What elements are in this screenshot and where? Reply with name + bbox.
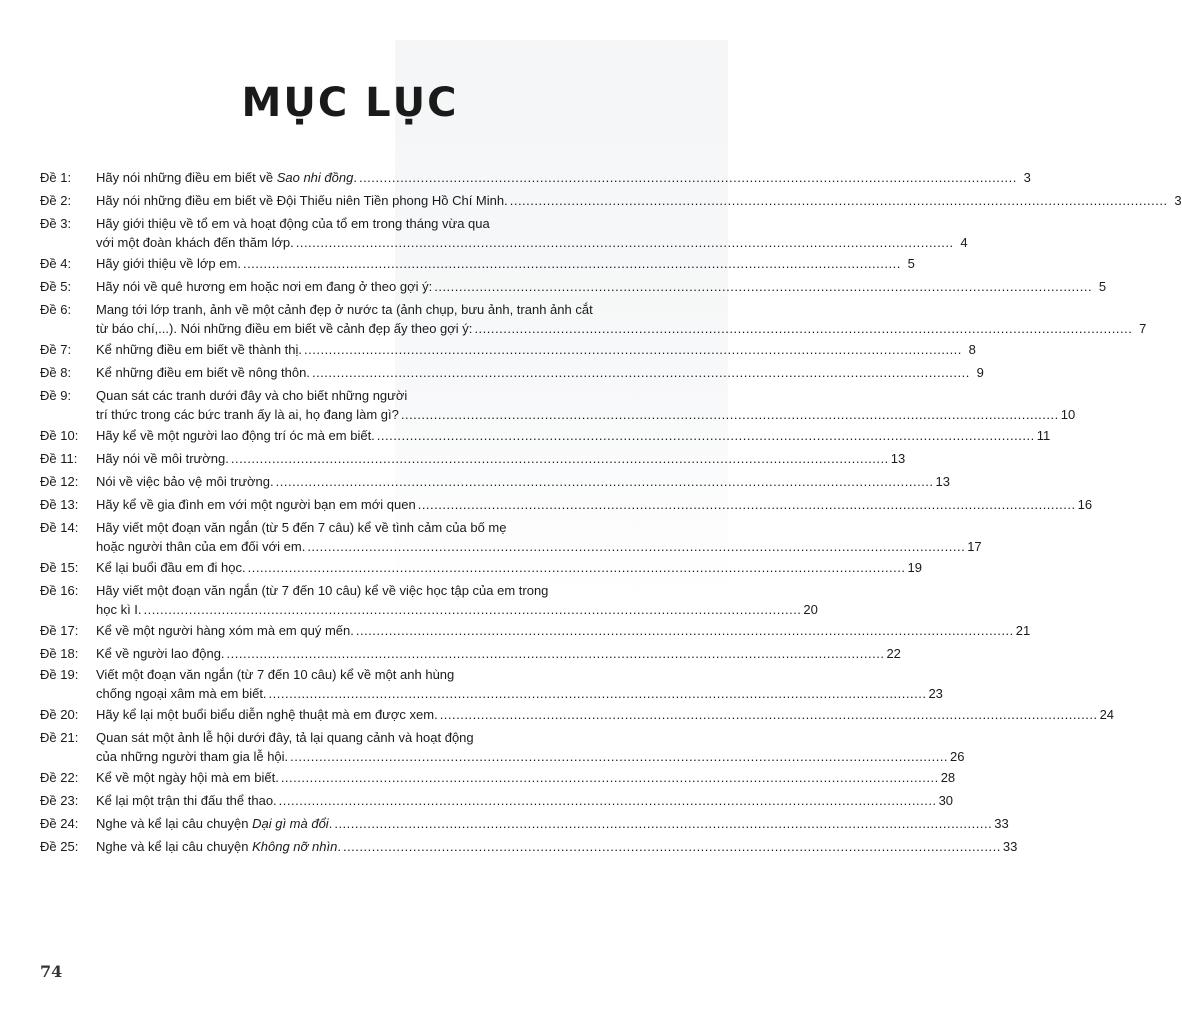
entry-title: Kể về người lao động.: [96, 646, 225, 661]
entry-number: Đề 14:: [40, 520, 79, 535]
dot-leader: [334, 814, 992, 833]
entry-text-line: Viết một đoạn văn ngắn (từ 7 đến 10 câu) kể về một anh hùng: [96, 667, 455, 682]
entry-number: Đề 17:: [40, 623, 79, 638]
entry-number: Đề 24:: [40, 816, 79, 831]
dot-leader: [227, 644, 885, 663]
page-ref: 7: [1139, 321, 1147, 336]
entry-number: Đề 15:: [40, 560, 79, 575]
toc-entry: [40, 168, 1031, 187]
entry-title: với một đoàn khách đến thăm lớp.: [96, 235, 294, 250]
entry-title: Kể lại một trận thi đấu thể thao.: [96, 793, 277, 808]
entry-number: Đề 9:: [40, 388, 72, 403]
toc-entry: [40, 705, 1115, 724]
toc-entry: [40, 728, 965, 766]
dot-leader: [312, 363, 970, 382]
dot-leader: [434, 277, 1092, 296]
toc-entry: [40, 518, 982, 556]
entry-number: Đề 7:: [40, 342, 72, 357]
toc-entry: [40, 665, 943, 703]
entry-number: Đề 25:: [40, 839, 79, 854]
page-ref: 9: [976, 365, 984, 380]
table-of-contents: [40, 168, 1182, 856]
entry-text-line: Hãy viết một đoạn văn ngắn (từ 7 đến 10 câu) kể về việc học tập của em trong: [96, 583, 549, 598]
page-ref: 30: [938, 793, 954, 808]
entry-title: Kể những điều em biết về thành thị.: [96, 342, 303, 357]
toc-entry: [40, 814, 1009, 833]
entry-text-line: Hãy viết một đoạn văn ngắn (từ 5 đến 7 câu) kể về tình cảm của bố mẹ: [96, 520, 507, 535]
page-ref: 20: [803, 602, 818, 617]
page-title: MỤC LỤC: [241, 80, 459, 126]
story-title: Sao nhi đồng: [276, 170, 354, 185]
page-ref: 28: [940, 770, 956, 785]
entry-number: Đề 21:: [40, 730, 79, 745]
toc-entry: [40, 386, 1076, 424]
entry-title: trí thức trong các bức tranh ấy là ai, họ đang làm gì?: [96, 407, 399, 422]
entry-title: Hãy kể về một người lao động trí óc mà em biết.: [96, 428, 375, 443]
page-ref: 33: [994, 816, 1009, 831]
page-number: 74: [40, 962, 63, 981]
toc-entry: [40, 791, 954, 810]
entry-number: Đề 12:: [40, 474, 79, 489]
entry-title: Hãy nói những điều em biết về Đội Thiếu niên Tiền phong Hồ Chí Minh.: [96, 193, 508, 208]
toc-entry: [40, 426, 1051, 445]
entry-title: Kể những điều em biết về nông thôn.: [96, 365, 310, 380]
entry-number: Đề 4:: [40, 256, 72, 271]
page-ref: 13: [890, 451, 906, 466]
story-title: Không nỡ nhìn: [252, 839, 338, 854]
dot-leader: [401, 405, 1059, 424]
dot-leader: [231, 449, 889, 468]
page-ref: 19: [907, 560, 922, 575]
dot-leader: [474, 319, 1132, 338]
entry-text-line: Hãy giới thiệu về tổ em và hoạt động của tổ em trong tháng vừa qua: [96, 216, 490, 231]
page-ref: 26: [950, 749, 965, 764]
toc-entry: [40, 644, 901, 663]
page-ref: 8: [968, 342, 976, 357]
entry-number: Đề 2:: [40, 193, 72, 208]
entry-title: Hãy nói về quê hương em hoặc nơi em đang ở theo gợi ý:: [96, 279, 433, 294]
page-ref: 4: [960, 235, 968, 250]
entry-number: Đề 8:: [40, 365, 72, 380]
entry-text-line: Quan sát một ảnh lễ hội dưới đây, tả lại quang cảnh và hoạt động: [96, 730, 474, 745]
entry-number: Đề 23:: [40, 793, 79, 808]
page-ref: 3: [1023, 170, 1031, 185]
toc-entry: [40, 472, 950, 491]
page-ref: 22: [886, 646, 901, 661]
entry-number: Đề 5:: [40, 279, 72, 294]
page-ref: 17: [967, 539, 982, 554]
toc-entry: [40, 495, 1093, 514]
entry-title: học kì I.: [96, 602, 142, 617]
toc-entry: [40, 340, 976, 359]
entry-text-line: Quan sát các tranh dưới đây và cho biết những người: [96, 388, 408, 403]
entry-number: Đề 6:: [40, 302, 72, 317]
toc-entry: [40, 300, 1147, 338]
entry-title: Nói về việc bảo vệ môi trường.: [96, 474, 274, 489]
page-ref: 33: [1002, 839, 1018, 854]
toc-entry: [40, 191, 1182, 210]
entry-title: Hãy nói về môi trường.: [96, 451, 229, 466]
entry-title: Nghe và kể lại câu chuyện Dại gì mà đổi.: [96, 816, 333, 831]
entry-title: hoặc người thân của em đối với em.: [96, 539, 306, 554]
entry-title: Hãy kể về gia đình em với một người bạn em mới quen: [96, 497, 416, 512]
entry-title: Kể về một ngày hội mà em biết.: [96, 770, 279, 785]
page-ref: 13: [935, 474, 950, 489]
entry-number: Đề 3:: [40, 216, 72, 231]
page-ref: 16: [1077, 497, 1093, 512]
dot-leader: [510, 191, 1168, 210]
dot-leader: [281, 768, 939, 787]
dot-leader: [290, 747, 948, 766]
entry-number: Đề 13:: [40, 497, 79, 512]
toc-entry: [40, 449, 906, 468]
entry-number: Đề 10:: [40, 428, 79, 443]
entry-number: Đề 11:: [40, 451, 78, 466]
entry-title: Kể lại buổi đầu em đi học.: [96, 560, 246, 575]
toc-entry: [40, 621, 1031, 640]
entry-title: Hãy kể lại một buổi biểu diễn nghệ thuật mà em được xem.: [96, 707, 438, 722]
toc-entry: [40, 837, 1018, 856]
toc-entry: [40, 214, 968, 252]
entry-title: Nghe và kể lại câu chuyện Không nỡ nhìn.: [96, 839, 341, 854]
dot-leader: [440, 705, 1098, 724]
entry-title: Hãy giới thiệu về lớp em.: [96, 256, 241, 271]
toc-entry: [40, 363, 984, 382]
entry-title: chống ngoại xâm mà em biết.: [96, 686, 267, 701]
entry-title: Kể về một người hàng xóm mà em quý mến.: [96, 623, 354, 638]
page-ref: 5: [907, 256, 915, 271]
entry-number: Đề 19:: [40, 667, 79, 682]
toc-entry: [40, 558, 922, 577]
dot-leader: [144, 600, 802, 619]
entry-title: Hãy nói những điều em biết về Sao nhi đồng.: [96, 170, 357, 185]
dot-leader: [304, 340, 962, 359]
dot-leader: [356, 621, 1014, 640]
entry-title: từ báo chí,...). Nói những điều em biết về cảnh đẹp ấy theo gợi ý:: [96, 321, 473, 336]
dot-leader: [243, 254, 901, 273]
page-ref: 3: [1174, 193, 1182, 208]
dot-leader: [307, 537, 965, 556]
dot-leader: [418, 495, 1076, 514]
dot-leader: [279, 791, 937, 810]
toc-entry: [40, 254, 915, 273]
dot-leader: [276, 472, 934, 491]
entry-title: của những người tham gia lễ hội.: [96, 749, 289, 764]
dot-leader: [269, 684, 927, 703]
dot-leader: [359, 168, 1017, 187]
entry-number: Đề 20:: [40, 707, 79, 722]
entry-number: Đề 16:: [40, 583, 79, 598]
entry-number: Đề 22:: [40, 770, 79, 785]
toc-entry: [40, 277, 1107, 296]
entry-number: Đề 1:: [40, 170, 72, 185]
page-ref: 24: [1099, 707, 1115, 722]
toc-entry: [40, 768, 956, 787]
entry-number: Đề 18:: [40, 646, 79, 661]
story-title: Dại gì mà đổi: [252, 816, 329, 831]
page-ref: 23: [928, 686, 943, 701]
dot-leader: [377, 426, 1035, 445]
dot-leader: [296, 233, 954, 252]
page-ref: 11: [1036, 428, 1051, 443]
dot-leader: [343, 837, 1001, 856]
page-ref: 21: [1015, 623, 1031, 638]
page-ref: 5: [1098, 279, 1107, 294]
entry-text-line: Mang tới lớp tranh, ảnh về một cảnh đẹp ở nước ta (ảnh chụp, bưu ảnh, tranh ảnh cắt: [96, 302, 593, 317]
page-ref: 10: [1060, 407, 1076, 422]
toc-entry: [40, 581, 818, 619]
dot-leader: [248, 558, 906, 577]
